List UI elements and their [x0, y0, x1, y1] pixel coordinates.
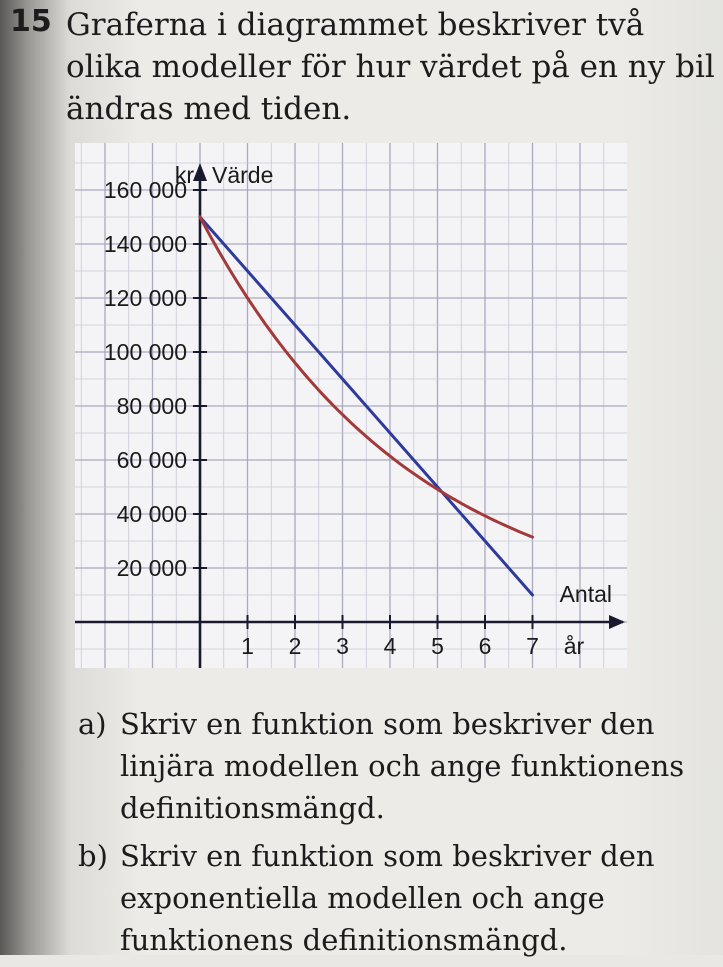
question-a [78, 703, 698, 829]
x-tick-label: 5 [431, 633, 444, 659]
y-tick-label: 100 000 [103, 339, 187, 365]
y-tick-label: 120 000 [103, 285, 187, 311]
x-tick-label: 2 [288, 633, 302, 659]
y-tick-label: 40 000 [116, 501, 187, 527]
y-tick-label: 140 000 [103, 231, 187, 257]
question-list [78, 703, 698, 967]
x-tick-label: 1 [241, 633, 254, 659]
x-tick-label: 4 [383, 633, 397, 659]
question-letter: b) [78, 839, 108, 873]
question-b [78, 835, 698, 961]
question-text: Skriv en funktion som beskriver den linjära modellen och ange funktionens definitionsmängd. [120, 707, 685, 825]
y-axis-label: Värde [212, 162, 274, 188]
question-text: Skriv en funktion som beskriver den exponentiella modellen och ange funktionens definitionsmängd. [120, 839, 655, 957]
x-axis-label-top: Antal [559, 581, 612, 607]
question-letter: a) [78, 707, 107, 741]
x-axis-label: år [563, 633, 585, 659]
y-tick-label: 60 000 [116, 447, 187, 473]
x-tick-label: 6 [478, 633, 492, 659]
x-tick-label: 3 [336, 633, 349, 659]
y-tick-label: 160 000 [103, 177, 187, 203]
x-tick-label: 7 [526, 633, 539, 659]
y-tick-label: 20 000 [116, 555, 187, 581]
problem-text: Graferna i diagrammet beskriver två olika modeller för hur värdet på en ny bil ändras med tiden. [66, 7, 715, 127]
y-axis-unit: kr [174, 162, 194, 188]
y-tick-label: 80 000 [116, 393, 187, 419]
problem-number: 15 [10, 4, 52, 39]
